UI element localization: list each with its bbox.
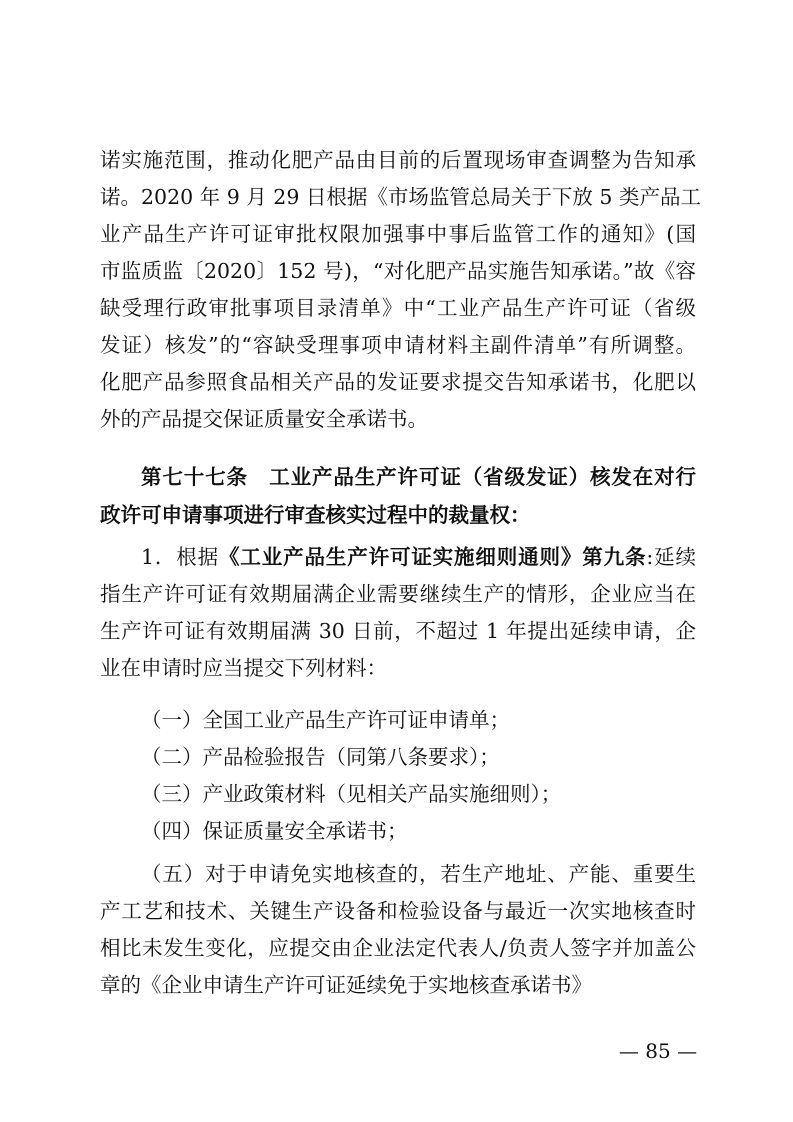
material-item: （四）保证质量安全承诺书； — [141, 819, 408, 843]
paragraph-line: 化肥产品参照食品相关产品的发证要求提交告知承诺书，化肥以 — [100, 370, 696, 394]
paragraph-line: 业产品生产许可证审批权限加强事中事后监管工作的通知》(国 — [100, 222, 696, 246]
item-1-line: 业在申请时应当提交下列材料： — [100, 656, 387, 680]
paragraph-line: 发证）核发”的“容缺受理事项申请材料主副件清单”有所调整。 — [100, 333, 696, 357]
material-item: （二）产品检验报告（同第八条要求）； — [141, 745, 500, 769]
paragraph-line: 市监质监〔2020〕152 号)，“对化肥产品实施告知承诺。”故《容 — [100, 259, 696, 283]
item-1-rest: :延续 — [646, 545, 696, 569]
material-item: （三）产业政策材料（见相关产品实施细则）； — [141, 782, 562, 806]
item-1-line — [141, 540, 696, 574]
item-1-prefix: 1．根据 — [141, 545, 220, 569]
page-number: — 85 — — [618, 1039, 698, 1063]
paragraph-line: 诺实施范围，推动化肥产品由目前的后置现场审查调整为告知承 — [100, 148, 696, 172]
material-item-5-line: （五）对于申请免实地核查的，若生产地址、产能、重要生 — [141, 862, 696, 886]
paragraph-line: 诺。2020 年 9 月 29 日根据《市场监管总局关于下放 5 类产品工 — [100, 185, 701, 209]
material-item-5-line: 产工艺和技术、关键生产设备和检验设备与最近一次实地核查时 — [100, 899, 696, 923]
material-item-5-line: 相比未发生变化，应提交由企业法定代表人/负责人签字并加盖公 — [100, 936, 696, 960]
article-heading: 政许可申请事项进行审查核实过程中的裁量权： — [100, 503, 531, 527]
item-1-line: 指生产许可证有效期届满企业需要继续生产的情形，企业应当在 — [100, 582, 696, 606]
material-item: （一）全国工业产品生产许可证申请单； — [141, 708, 510, 732]
paragraph-line: 缺受理行政审批事项目录清单》中“工业产品生产许可证（省级 — [100, 296, 696, 320]
paragraph-line: 外的产品提交保证质量安全承诺书。 — [100, 407, 428, 431]
article-heading: 第七十七条 工业产品生产许可证（省级发证）核发在对行 — [141, 465, 696, 489]
item-1-line: 生产许可证有效期届满 30 日前，不超过 1 年提出延续申请，企 — [100, 619, 696, 643]
regulation-reference: 《工业产品生产许可证实施细则通则》第九条 — [219, 545, 647, 569]
material-item-5-line: 章的《企业申请生产许可证延续免于实地核查承诺书》 — [100, 973, 592, 997]
